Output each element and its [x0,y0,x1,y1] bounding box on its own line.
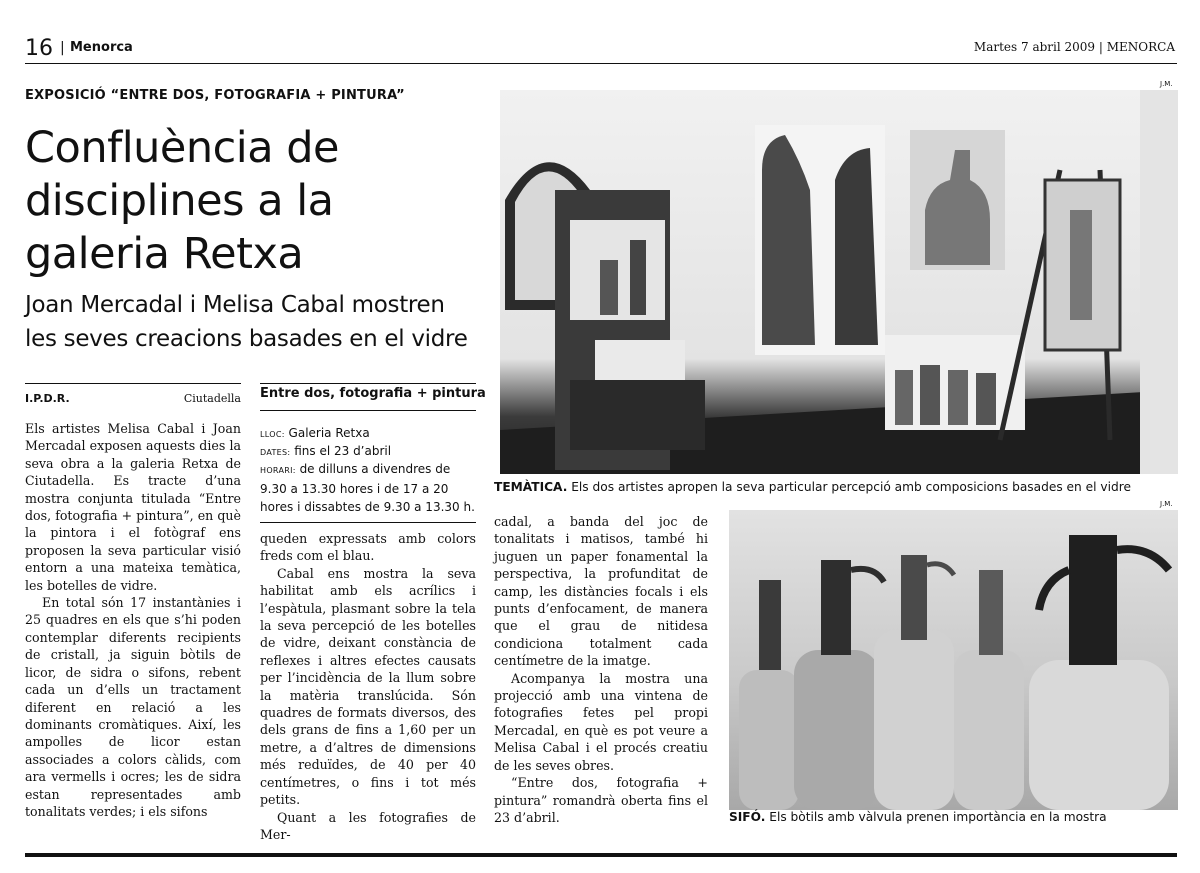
gallery-photo-illustration [500,90,1178,474]
header-separator: | [60,40,65,56]
subhead-line: Joan Mercadal i Melisa Cabal mostren [25,292,445,318]
body-paragraph: Els artistes Melisa Cabal i Joan Mercadal exposen aquests dies la seva obra a la galeria Retxa de Ciutadella. Es tracte d’una mostra conjunta titulada “Entre dos, fotografia + pintura”, en què la pintora i el fotògraf ens proposen la seva particular visió entorn a una mateixa temàtica, les botelles de vidre. [25,421,241,593]
caption-label: TEMÀTICA. [494,480,568,494]
dates-value: fins el 23 d’abril [294,444,392,458]
body-paragraph: Quant a les fotografies de Mer- [260,809,476,842]
caption-text: Els bòtils amb vàlvula prenen importància en la mostra [765,810,1107,824]
caption-text: Els dos artistes apropen la seva particular percepció amb composicions basades en el vidre [567,480,1131,494]
info-box-title-rule [260,410,476,411]
headline-line: disciplines a la [25,176,334,226]
byline-rule [25,383,241,384]
body-paragraph: Cabal ens mostra la seva habilitat amb els acrílics i l’espàtula, plasmant sobre la tela la seva percepció de les botelles de vidre, deixant constància de reflexes i altres efectes causats per l’incidència de la llum sobre la matèria translúcida. Són quadres de formats diversos, des dels grans de fins a 1,60 per un metre, a d’altres de dimensions més reduïdes, de 40 per 40 centímetres, o fins i tot més petits. [260,565,476,808]
dates-label: DATES: [260,448,291,457]
info-box-title: Entre dos, fotografia + pintura [260,386,486,401]
horari-value: de dilluns a divendres de 9.30 a 13.30 hores i de 17 a 20 hores i dissabtes de 9.30 a 13.30 h. [260,462,475,514]
article-headline [25,122,495,281]
body-paragraph: En total són 17 instantànies i 25 quadres en els que s’hi poden contemplar diferents recipients de cristall, ja siguin bòtils de licor, de sidra o sifons, rebent cada un d’ells un tractament diferent en relació a les dominants cromàtiques. Així, les ampolles de licor estan associades a colors càlids, com ara vermells i ocres; les de sidra estan representades amb tonalitats verdes; i els sifons [25,595,241,819]
body-paragraph: Acompanya la mostra una projecció amb una vintena de fotografies fetes pel propi Mercadal, en què es pot veure a Melisa Cabal i el procés creatiu de les seves obres. [494,670,708,773]
article-kicker: EXPOSICIÓ “ENTRE DOS, FOTOGRAFIA + PINTURA” [25,88,405,103]
info-box-horari [260,460,476,516]
lloc-label: LLOC: [260,430,285,439]
siphons-photo-illustration [729,510,1178,810]
body-column-2 [260,530,476,843]
headline-line: Confluència de [25,123,339,173]
body-column-3 [494,513,708,826]
byline-author: I.P.D.R. [25,392,70,405]
body-paragraph: queden expressats amb colors freds com el blau. [260,531,476,564]
photo-credit: J.M. [1160,500,1173,508]
photo-caption [729,810,1178,824]
siphons-photo [729,510,1178,810]
gallery-photo [500,90,1178,474]
lloc-value: Galeria Retxa [288,426,370,440]
byline-place: Ciutadella [183,392,241,405]
photo-caption [494,480,1184,494]
footer-rule [25,853,1177,857]
body-paragraph: cadal, a banda del joc de tonalitats i matisos, també hi juguen un paper fonamental la perspectiva, la profunditat de camp, les distàncies focals i els punts d’enfocament, de manera que el grau de nitidesa condiciona totalment cada centímetre de la imatge. [494,514,708,669]
subhead-line: les seves creacions basades en el vidre [25,326,468,352]
info-box-top-rule [260,383,476,384]
header-rule [25,63,1177,64]
article-subhead [25,288,495,356]
section-name: Menorca [70,40,133,55]
caption-label: SIFÓ. [729,810,766,824]
body-column-1 [25,420,241,820]
headline-line: galeria Retxa [25,229,304,279]
body-paragraph: “Entre dos, fotografia + pintura” romandrà oberta fins el 23 d’abril. [494,775,708,825]
header-date-edition: Martes 7 abril 2009 | MENORCA [973,40,1175,54]
info-box-bottom-rule [260,522,476,523]
info-box-lloc [260,424,486,444]
horari-label: HORARI: [260,466,296,475]
info-box-dates [260,442,486,462]
photo-credit: J.M. [1160,80,1173,88]
page-number: 16 [25,36,53,61]
